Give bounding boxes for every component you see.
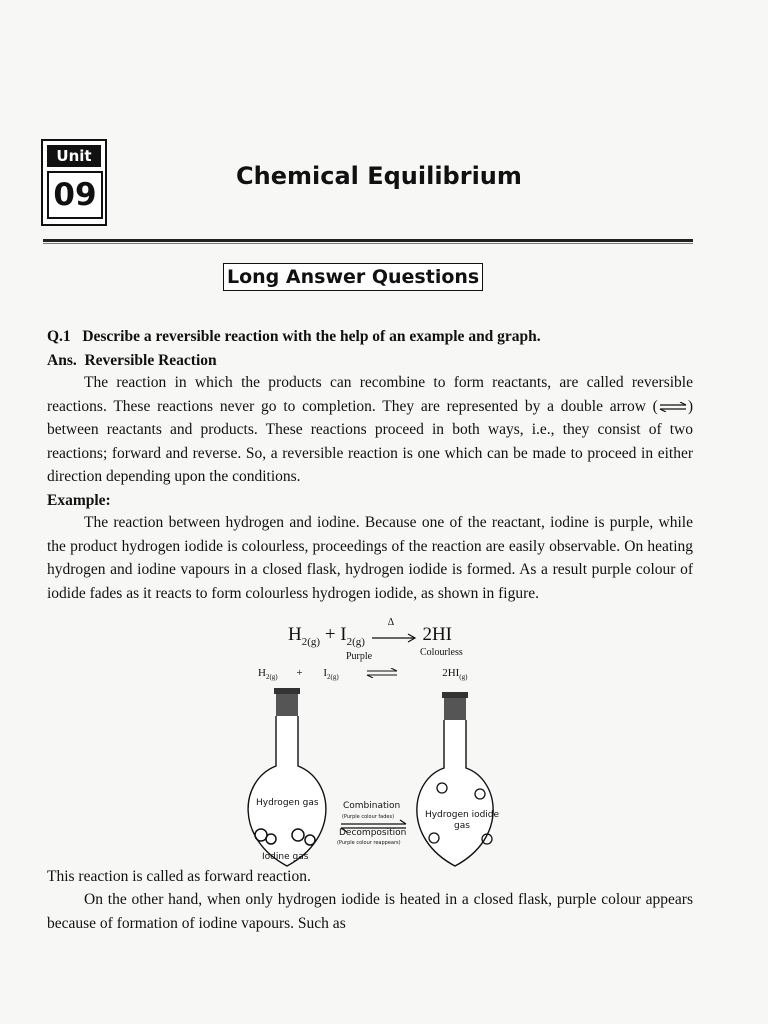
equation-reversible [258,667,467,681]
paragraph-1a: The reaction in which the products can recombine to form reactants, are called reversible reactions. These reactions never go to completion. They are represented by a double arrow ( [47,374,693,415]
paragraph-4-text: On the other hand, when only hydrogen iodide is heated in a closed flask, purple colour appears because of formation of iodine vapours. Such as [47,891,693,932]
eq1-h-sub: 2(g) [301,635,321,648]
eq1-plus: + [324,624,336,645]
eq1-arrow [370,616,418,643]
eq1-i-sub: 2(g) [346,635,365,648]
answer-label: Ans. [47,352,77,369]
eq2-i-sub: 2(g) [327,673,339,682]
label-combination-note: (Purple colour fades) [342,814,395,820]
paragraph-3: This reaction is called as forward reaction. [47,868,311,885]
unit-badge [41,139,107,226]
chapter-title: Chemical Equilibrium [236,162,522,190]
label-decomposition: Decomposition [339,828,407,838]
question-text: Describe a reversible reaction with the help of an example and graph. [82,328,541,345]
equation-forward [288,616,452,648]
answer-heading [47,352,217,370]
equilibrium-arrow-icon [365,668,399,678]
eq2-product-sub: (g) [459,673,468,682]
eq2-h-sub: 2(g) [265,673,278,682]
eq1-i: I [340,624,347,645]
paragraph-4 [47,888,693,935]
eq1-h: H [288,624,302,645]
label-decomposition-note: (Purple colour reappears) [337,840,401,846]
eq2-h: H [258,667,266,679]
eq1-note-colourless: Colourless [420,647,463,658]
title-rule-thin [43,243,693,244]
unit-label: Unit [47,145,101,167]
eq2-product: 2HI [442,667,460,679]
answer-heading-text: Reversible Reaction [84,352,217,369]
question [47,328,541,346]
flask-left [248,688,326,866]
label-hydrogen-gas: Hydrogen gas [256,798,319,808]
question-label: Q.1 [47,328,71,345]
eq1-product: 2HI [422,624,452,645]
example-heading: Example: [47,492,111,509]
eq1-note-purple: Purple [346,651,373,662]
eq2-i: I [323,667,328,679]
paragraph-2 [47,511,693,605]
flask-right [417,692,493,866]
paragraph-1 [47,371,693,489]
section-title: Long Answer Questions [223,263,483,291]
right-arrow-icon [370,631,418,645]
label-iodine-gas: Iodine gas [262,852,309,862]
title-rule [43,239,693,242]
double-arrow-icon [658,402,688,412]
eq1-arrow-label: Δ [387,616,395,628]
unit-number: 09 [47,171,103,219]
label-combination: Combination [343,801,401,811]
paragraph-1b: ) between reactants and products. These reactions proceed in both ways, i.e., they consist of two reactions; forward and reverse. So, a reversible reaction is one which can be made to proceed in either direction depending upon the conditions. [47,397,693,485]
paragraph-2-text: The reaction between hydrogen and iodine. Because one of the reactant, iodine is purple, while the product hydrogen iodide is colourless, proceedings of the reaction are easily observable. On heating hydrogen and iodine vapours in a closed flask, hydrogen iodide is formed. As a result purple colour of iodide fades as it reacts to form colourless hydrogen iodide, as shown in figure. [47,514,693,602]
eq2-plus: + [296,667,303,679]
label-hydrogen-iodide-gas: Hydrogen iodide gas [424,810,500,831]
